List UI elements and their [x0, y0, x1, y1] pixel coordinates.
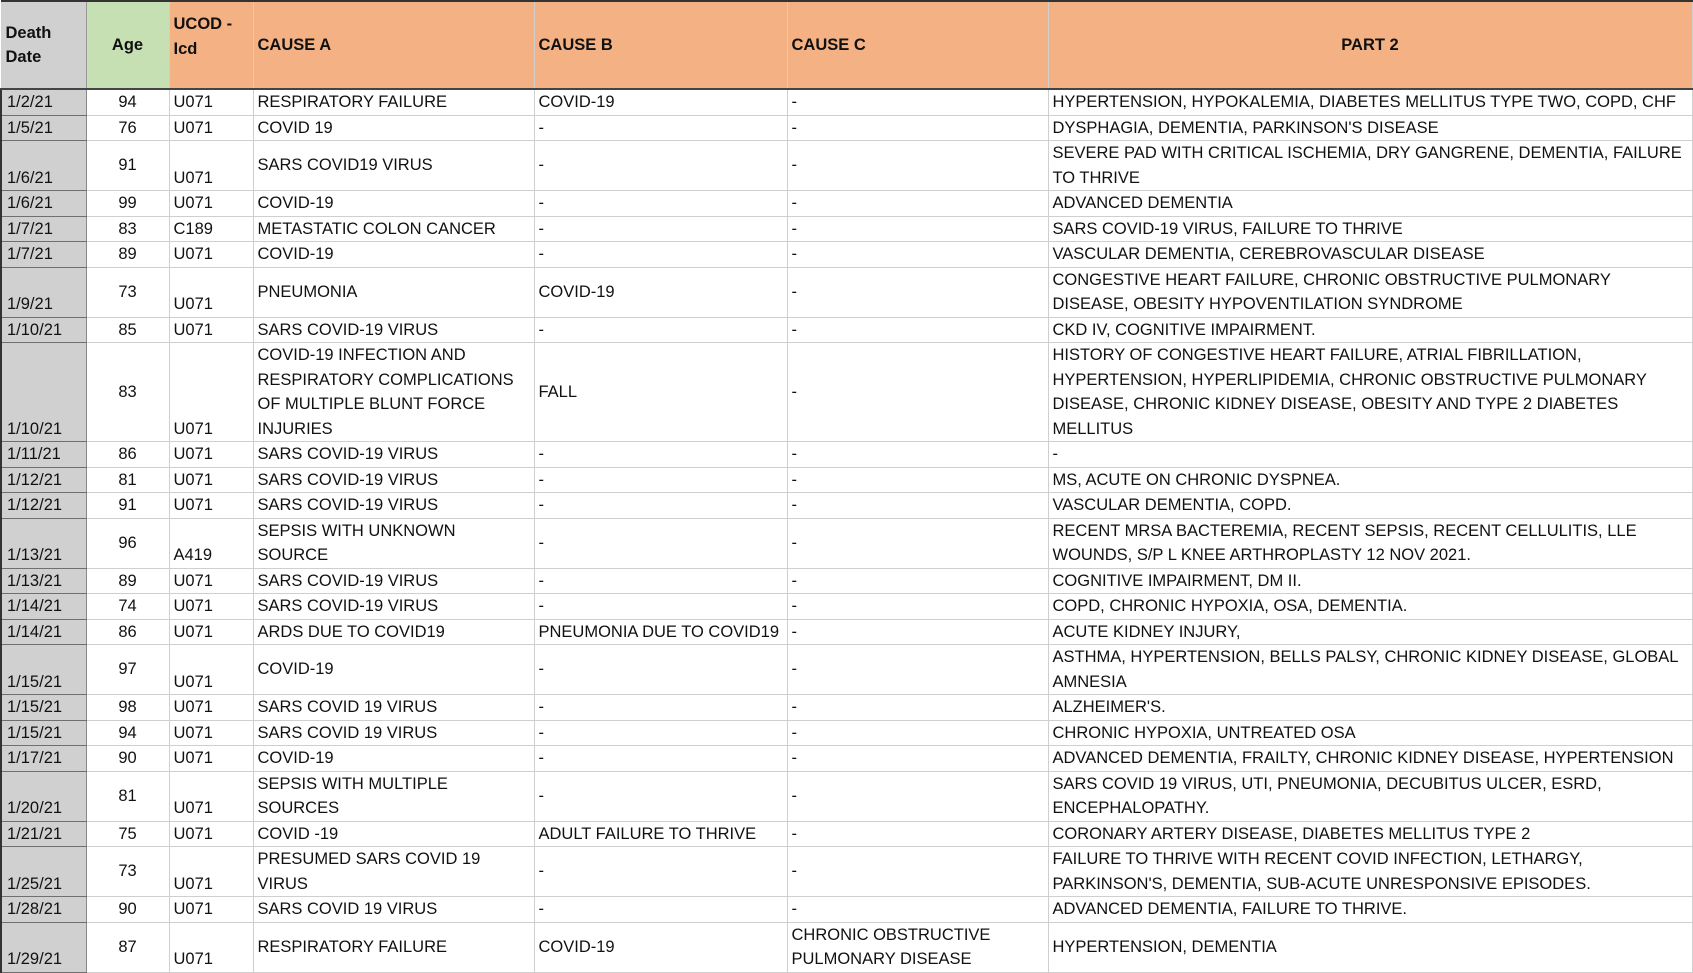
- cell-age[interactable]: 90: [86, 897, 169, 923]
- table-row: [1, 493, 1692, 519]
- cell-death-date[interactable]: 1/10/21: [1, 317, 86, 343]
- cell-death-date[interactable]: 1/14/21: [1, 594, 86, 620]
- cell-death-date[interactable]: 1/6/21: [1, 141, 86, 191]
- cell-ucod-icd[interactable]: U071: [169, 442, 253, 468]
- table-row: [1, 89, 1692, 115]
- cell-cause-c[interactable]: -: [787, 493, 1048, 519]
- table-row: [1, 216, 1692, 242]
- cell-age[interactable]: 73: [86, 267, 169, 317]
- table-row: [1, 242, 1692, 268]
- cell-cause-c[interactable]: -: [787, 594, 1048, 620]
- cell-age[interactable]: 98: [86, 695, 169, 721]
- cell-death-date[interactable]: 1/29/21: [1, 922, 86, 972]
- table-row: [1, 343, 1692, 442]
- cell-part-2[interactable]: HYPERTENSION, DEMENTIA: [1048, 922, 1692, 972]
- cell-part-2[interactable]: CKD IV, COGNITIVE IMPAIRMENT.: [1048, 317, 1692, 343]
- cell-age[interactable]: 91: [86, 141, 169, 191]
- cell-cause-a[interactable]: SARS COVID19 VIRUS: [253, 141, 534, 191]
- cell-cause-b[interactable]: -: [534, 695, 787, 721]
- cell-cause-a[interactable]: COVID-19: [253, 746, 534, 772]
- cell-cause-a[interactable]: SEPSIS WITH MULTIPLE SOURCES: [253, 771, 534, 821]
- table-row: [1, 821, 1692, 847]
- header-cause-b[interactable]: CAUSE B: [534, 1, 787, 89]
- cell-death-date[interactable]: 1/13/21: [1, 518, 86, 568]
- table-row: [1, 847, 1692, 897]
- cell-cause-b[interactable]: -: [534, 897, 787, 923]
- cell-cause-c[interactable]: -: [787, 191, 1048, 217]
- cell-age[interactable]: 83: [86, 343, 169, 442]
- cell-ucod-icd[interactable]: U071: [169, 267, 253, 317]
- cell-cause-b[interactable]: -: [534, 645, 787, 695]
- cell-ucod-icd[interactable]: U071: [169, 847, 253, 897]
- table-row: [1, 115, 1692, 141]
- header-age[interactable]: Age: [86, 1, 169, 89]
- cell-death-date[interactable]: 1/11/21: [1, 442, 86, 468]
- cell-cause-c[interactable]: -: [787, 897, 1048, 923]
- cell-cause-a[interactable]: SARS COVID-19 VIRUS: [253, 442, 534, 468]
- cell-death-date[interactable]: 1/12/21: [1, 467, 86, 493]
- cell-age[interactable]: 96: [86, 518, 169, 568]
- cell-cause-b[interactable]: COVID-19: [534, 267, 787, 317]
- cell-age[interactable]: 91: [86, 493, 169, 519]
- table-row: [1, 317, 1692, 343]
- cell-age[interactable]: 87: [86, 922, 169, 972]
- cell-death-date[interactable]: 1/12/21: [1, 493, 86, 519]
- cell-cause-b[interactable]: PNEUMONIA DUE TO COVID19: [534, 619, 787, 645]
- table-row: [1, 746, 1692, 772]
- cell-cause-b[interactable]: COVID-19: [534, 922, 787, 972]
- cell-cause-b[interactable]: -: [534, 467, 787, 493]
- cell-cause-c[interactable]: CHRONIC OBSTRUCTIVE PULMONARY DISEASE: [787, 922, 1048, 972]
- cell-death-date[interactable]: 1/7/21: [1, 216, 86, 242]
- cell-death-date[interactable]: 1/28/21: [1, 897, 86, 923]
- cell-cause-a[interactable]: SARS COVID-19 VIRUS: [253, 317, 534, 343]
- cell-cause-a[interactable]: SARS COVID 19 VIRUS: [253, 720, 534, 746]
- cell-part-2[interactable]: DYSPHAGIA, DEMENTIA, PARKINSON'S DISEASE: [1048, 115, 1692, 141]
- cell-death-date[interactable]: 1/15/21: [1, 645, 86, 695]
- cell-ucod-icd[interactable]: U071: [169, 594, 253, 620]
- cell-age[interactable]: 81: [86, 771, 169, 821]
- cell-part-2[interactable]: FAILURE TO THRIVE WITH RECENT COVID INFECTION, LETHARGY, PARKINSON'S, DEMENTIA, SUB-ACUTE UNRESPONSIVE EPISODES.: [1048, 847, 1692, 897]
- cell-part-2[interactable]: HISTORY OF CONGESTIVE HEART FAILURE, ATRIAL FIBRILLATION, HYPERTENSION, HYPERLIPIDEMIA, CHRONIC OBSTRUCTIVE PULMONARY DISEASE, CHRONIC KIDNEY DISEASE, OBESITY AND TYPE 2 DIABETES MELLITUS: [1048, 343, 1692, 442]
- cell-age[interactable]: 97: [86, 645, 169, 695]
- cell-cause-b[interactable]: -: [534, 568, 787, 594]
- header-ucod-icd[interactable]: UCOD - Icd: [169, 1, 253, 89]
- table-row: [1, 645, 1692, 695]
- cell-cause-c[interactable]: -: [787, 771, 1048, 821]
- cell-part-2[interactable]: CONGESTIVE HEART FAILURE, CHRONIC OBSTRUCTIVE PULMONARY DISEASE, OBESITY HYPOVENTILATION SYNDROME: [1048, 267, 1692, 317]
- cell-age[interactable]: 99: [86, 191, 169, 217]
- cell-death-date[interactable]: 1/20/21: [1, 771, 86, 821]
- cell-cause-b[interactable]: -: [534, 141, 787, 191]
- cell-ucod-icd[interactable]: U071: [169, 89, 253, 115]
- cell-age[interactable]: 74: [86, 594, 169, 620]
- cell-cause-b[interactable]: -: [534, 191, 787, 217]
- cell-death-date[interactable]: 1/2/21: [1, 89, 86, 115]
- cell-cause-c[interactable]: -: [787, 619, 1048, 645]
- table-body: [1, 89, 1692, 972]
- cell-cause-c[interactable]: -: [787, 467, 1048, 493]
- table-row: [1, 518, 1692, 568]
- cell-death-date[interactable]: 1/25/21: [1, 847, 86, 897]
- cell-cause-a[interactable]: COVID-19 INFECTION AND RESPIRATORY COMPLICATIONS OF MULTIPLE BLUNT FORCE INJURIES: [253, 343, 534, 442]
- cell-age[interactable]: 75: [86, 821, 169, 847]
- header-cause-a[interactable]: CAUSE A: [253, 1, 534, 89]
- header-row: [1, 1, 1692, 89]
- cell-cause-a[interactable]: RESPIRATORY FAILURE: [253, 89, 534, 115]
- cell-cause-b[interactable]: -: [534, 493, 787, 519]
- cell-part-2[interactable]: RECENT MRSA BACTEREMIA, RECENT SEPSIS, RECENT CELLULITIS, LLE WOUNDS, S/P L KNEE ARTHROPLASTY 12 NOV 2021.: [1048, 518, 1692, 568]
- cell-age[interactable]: 85: [86, 317, 169, 343]
- cell-cause-c[interactable]: -: [787, 89, 1048, 115]
- cell-cause-c[interactable]: -: [787, 821, 1048, 847]
- cell-part-2[interactable]: ADVANCED DEMENTIA, FRAILTY, CHRONIC KIDNEY DISEASE, HYPERTENSION: [1048, 746, 1692, 772]
- cell-cause-a[interactable]: SARS COVID 19 VIRUS: [253, 897, 534, 923]
- cell-death-date[interactable]: 1/6/21: [1, 191, 86, 217]
- cell-ucod-icd[interactable]: U071: [169, 467, 253, 493]
- cell-ucod-icd[interactable]: U071: [169, 645, 253, 695]
- cell-ucod-icd[interactable]: U071: [169, 242, 253, 268]
- cell-ucod-icd[interactable]: U071: [169, 343, 253, 442]
- cell-ucod-icd[interactable]: U071: [169, 720, 253, 746]
- table-row: [1, 267, 1692, 317]
- cell-cause-a[interactable]: COVID 19: [253, 115, 534, 141]
- cell-cause-c[interactable]: -: [787, 720, 1048, 746]
- cell-ucod-icd[interactable]: U071: [169, 695, 253, 721]
- cell-cause-c[interactable]: -: [787, 695, 1048, 721]
- cell-cause-a[interactable]: SARS COVID 19 VIRUS: [253, 695, 534, 721]
- cell-death-date[interactable]: 1/5/21: [1, 115, 86, 141]
- cell-age[interactable]: 76: [86, 115, 169, 141]
- cell-cause-a[interactable]: RESPIRATORY FAILURE: [253, 922, 534, 972]
- cell-age[interactable]: 94: [86, 720, 169, 746]
- table-row: [1, 594, 1692, 620]
- cell-age[interactable]: 89: [86, 568, 169, 594]
- cell-part-2[interactable]: HYPERTENSION, HYPOKALEMIA, DIABETES MELLITUS TYPE TWO, COPD, CHF: [1048, 89, 1692, 115]
- cell-cause-b[interactable]: -: [534, 746, 787, 772]
- cell-cause-b[interactable]: -: [534, 518, 787, 568]
- cell-ucod-icd[interactable]: U071: [169, 493, 253, 519]
- cell-death-date[interactable]: 1/9/21: [1, 267, 86, 317]
- cell-cause-c[interactable]: -: [787, 216, 1048, 242]
- cell-age[interactable]: 73: [86, 847, 169, 897]
- cell-death-date[interactable]: 1/10/21: [1, 343, 86, 442]
- cell-death-date[interactable]: 1/15/21: [1, 720, 86, 746]
- table-row: [1, 141, 1692, 191]
- cell-part-2[interactable]: ADVANCED DEMENTIA, FAILURE TO THRIVE.: [1048, 897, 1692, 923]
- cell-age[interactable]: 81: [86, 467, 169, 493]
- table-row: [1, 619, 1692, 645]
- cell-death-date[interactable]: 1/7/21: [1, 242, 86, 268]
- cell-cause-a[interactable]: COVID-19: [253, 645, 534, 695]
- cell-cause-a[interactable]: SEPSIS WITH UNKNOWN SOURCE: [253, 518, 534, 568]
- cell-cause-a[interactable]: SARS COVID-19 VIRUS: [253, 568, 534, 594]
- cell-part-2[interactable]: VASCULAR DEMENTIA, CEREBROVASCULAR DISEASE: [1048, 242, 1692, 268]
- cell-part-2[interactable]: ASTHMA, HYPERTENSION, BELLS PALSY, CHRONIC KIDNEY DISEASE, GLOBAL AMNESIA: [1048, 645, 1692, 695]
- cell-age[interactable]: 83: [86, 216, 169, 242]
- cell-cause-a[interactable]: COVID-19: [253, 191, 534, 217]
- table-row: [1, 720, 1692, 746]
- table-row: [1, 568, 1692, 594]
- cell-cause-c[interactable]: -: [787, 115, 1048, 141]
- table-row: [1, 897, 1692, 923]
- cell-ucod-icd[interactable]: U071: [169, 922, 253, 972]
- cell-part-2[interactable]: SARS COVID 19 VIRUS, UTI, PNEUMONIA, DECUBITUS ULCER, ESRD, ENCEPHALOPATHY.: [1048, 771, 1692, 821]
- cell-part-2[interactable]: ADVANCED DEMENTIA: [1048, 191, 1692, 217]
- cell-cause-b[interactable]: COVID-19: [534, 89, 787, 115]
- cell-cause-a[interactable]: METASTATIC COLON CANCER: [253, 216, 534, 242]
- cell-ucod-icd[interactable]: C189: [169, 216, 253, 242]
- cell-ucod-icd[interactable]: A419: [169, 518, 253, 568]
- cell-cause-c[interactable]: -: [787, 442, 1048, 468]
- cell-ucod-icd[interactable]: U071: [169, 317, 253, 343]
- cell-cause-b[interactable]: -: [534, 216, 787, 242]
- cell-ucod-icd[interactable]: U071: [169, 771, 253, 821]
- cell-cause-a[interactable]: SARS COVID-19 VIRUS: [253, 594, 534, 620]
- cell-cause-a[interactable]: PRESUMED SARS COVID 19 VIRUS: [253, 847, 534, 897]
- cell-part-2[interactable]: ALZHEIMER'S.: [1048, 695, 1692, 721]
- cell-cause-a[interactable]: SARS COVID-19 VIRUS: [253, 467, 534, 493]
- table-row: [1, 771, 1692, 821]
- cell-death-date[interactable]: 1/15/21: [1, 695, 86, 721]
- cell-ucod-icd[interactable]: U071: [169, 191, 253, 217]
- table-row: [1, 922, 1692, 972]
- cell-cause-c[interactable]: -: [787, 746, 1048, 772]
- cell-cause-c[interactable]: -: [787, 242, 1048, 268]
- cell-cause-c[interactable]: -: [787, 317, 1048, 343]
- cell-ucod-icd[interactable]: U071: [169, 141, 253, 191]
- header-death-date[interactable]: Death Date: [1, 1, 86, 89]
- cell-cause-c[interactable]: -: [787, 343, 1048, 442]
- cell-ucod-icd[interactable]: U071: [169, 619, 253, 645]
- cell-death-date[interactable]: 1/21/21: [1, 821, 86, 847]
- cell-cause-a[interactable]: SARS COVID-19 VIRUS: [253, 493, 534, 519]
- cell-ucod-icd[interactable]: U071: [169, 897, 253, 923]
- cell-cause-c[interactable]: -: [787, 645, 1048, 695]
- cell-cause-a[interactable]: COVID -19: [253, 821, 534, 847]
- table-row: [1, 442, 1692, 468]
- cell-cause-a[interactable]: COVID-19: [253, 242, 534, 268]
- cell-part-2[interactable]: -: [1048, 442, 1692, 468]
- cell-death-date[interactable]: 1/17/21: [1, 746, 86, 772]
- cell-ucod-icd[interactable]: U071: [169, 746, 253, 772]
- header-cause-c[interactable]: CAUSE C: [787, 1, 1048, 89]
- cell-cause-b[interactable]: -: [534, 115, 787, 141]
- cell-cause-b[interactable]: FALL: [534, 343, 787, 442]
- cell-cause-b[interactable]: -: [534, 442, 787, 468]
- cell-cause-b[interactable]: -: [534, 242, 787, 268]
- cell-cause-c[interactable]: -: [787, 518, 1048, 568]
- cell-death-date[interactable]: 1/13/21: [1, 568, 86, 594]
- cell-age[interactable]: 94: [86, 89, 169, 115]
- cell-age[interactable]: 90: [86, 746, 169, 772]
- cell-part-2[interactable]: MS, ACUTE ON CHRONIC DYSPNEA.: [1048, 467, 1692, 493]
- cell-cause-b[interactable]: -: [534, 847, 787, 897]
- cell-cause-b[interactable]: -: [534, 594, 787, 620]
- cell-cause-b[interactable]: -: [534, 317, 787, 343]
- cell-cause-c[interactable]: -: [787, 267, 1048, 317]
- cell-part-2[interactable]: SEVERE PAD WITH CRITICAL ISCHEMIA, DRY GANGRENE, DEMENTIA, FAILURE TO THRIVE: [1048, 141, 1692, 191]
- header-part-2[interactable]: PART 2: [1048, 1, 1692, 89]
- cell-cause-a[interactable]: PNEUMONIA: [253, 267, 534, 317]
- cell-cause-b[interactable]: -: [534, 720, 787, 746]
- cell-ucod-icd[interactable]: U071: [169, 821, 253, 847]
- cell-age[interactable]: 86: [86, 619, 169, 645]
- cell-cause-b[interactable]: -: [534, 771, 787, 821]
- cell-death-date[interactable]: 1/14/21: [1, 619, 86, 645]
- cell-cause-b[interactable]: ADULT FAILURE TO THRIVE: [534, 821, 787, 847]
- cell-cause-c[interactable]: -: [787, 568, 1048, 594]
- cell-ucod-icd[interactable]: U071: [169, 568, 253, 594]
- cell-cause-c[interactable]: -: [787, 847, 1048, 897]
- cell-cause-a[interactable]: ARDS DUE TO COVID19: [253, 619, 534, 645]
- table-row: [1, 467, 1692, 493]
- cell-part-2[interactable]: COPD, CHRONIC HYPOXIA, OSA, DEMENTIA.: [1048, 594, 1692, 620]
- cell-cause-c[interactable]: -: [787, 141, 1048, 191]
- cell-part-2[interactable]: SARS COVID-19 VIRUS, FAILURE TO THRIVE: [1048, 216, 1692, 242]
- cell-age[interactable]: 89: [86, 242, 169, 268]
- table-row: [1, 191, 1692, 217]
- cell-part-2[interactable]: CHRONIC HYPOXIA, UNTREATED OSA: [1048, 720, 1692, 746]
- cell-part-2[interactable]: COGNITIVE IMPAIRMENT, DM II.: [1048, 568, 1692, 594]
- table-row: [1, 695, 1692, 721]
- cell-part-2[interactable]: VASCULAR DEMENTIA, COPD.: [1048, 493, 1692, 519]
- cell-part-2[interactable]: CORONARY ARTERY DISEASE, DIABETES MELLITUS TYPE 2: [1048, 821, 1692, 847]
- cell-ucod-icd[interactable]: U071: [169, 115, 253, 141]
- cell-part-2[interactable]: ACUTE KIDNEY INJURY,: [1048, 619, 1692, 645]
- cell-age[interactable]: 86: [86, 442, 169, 468]
